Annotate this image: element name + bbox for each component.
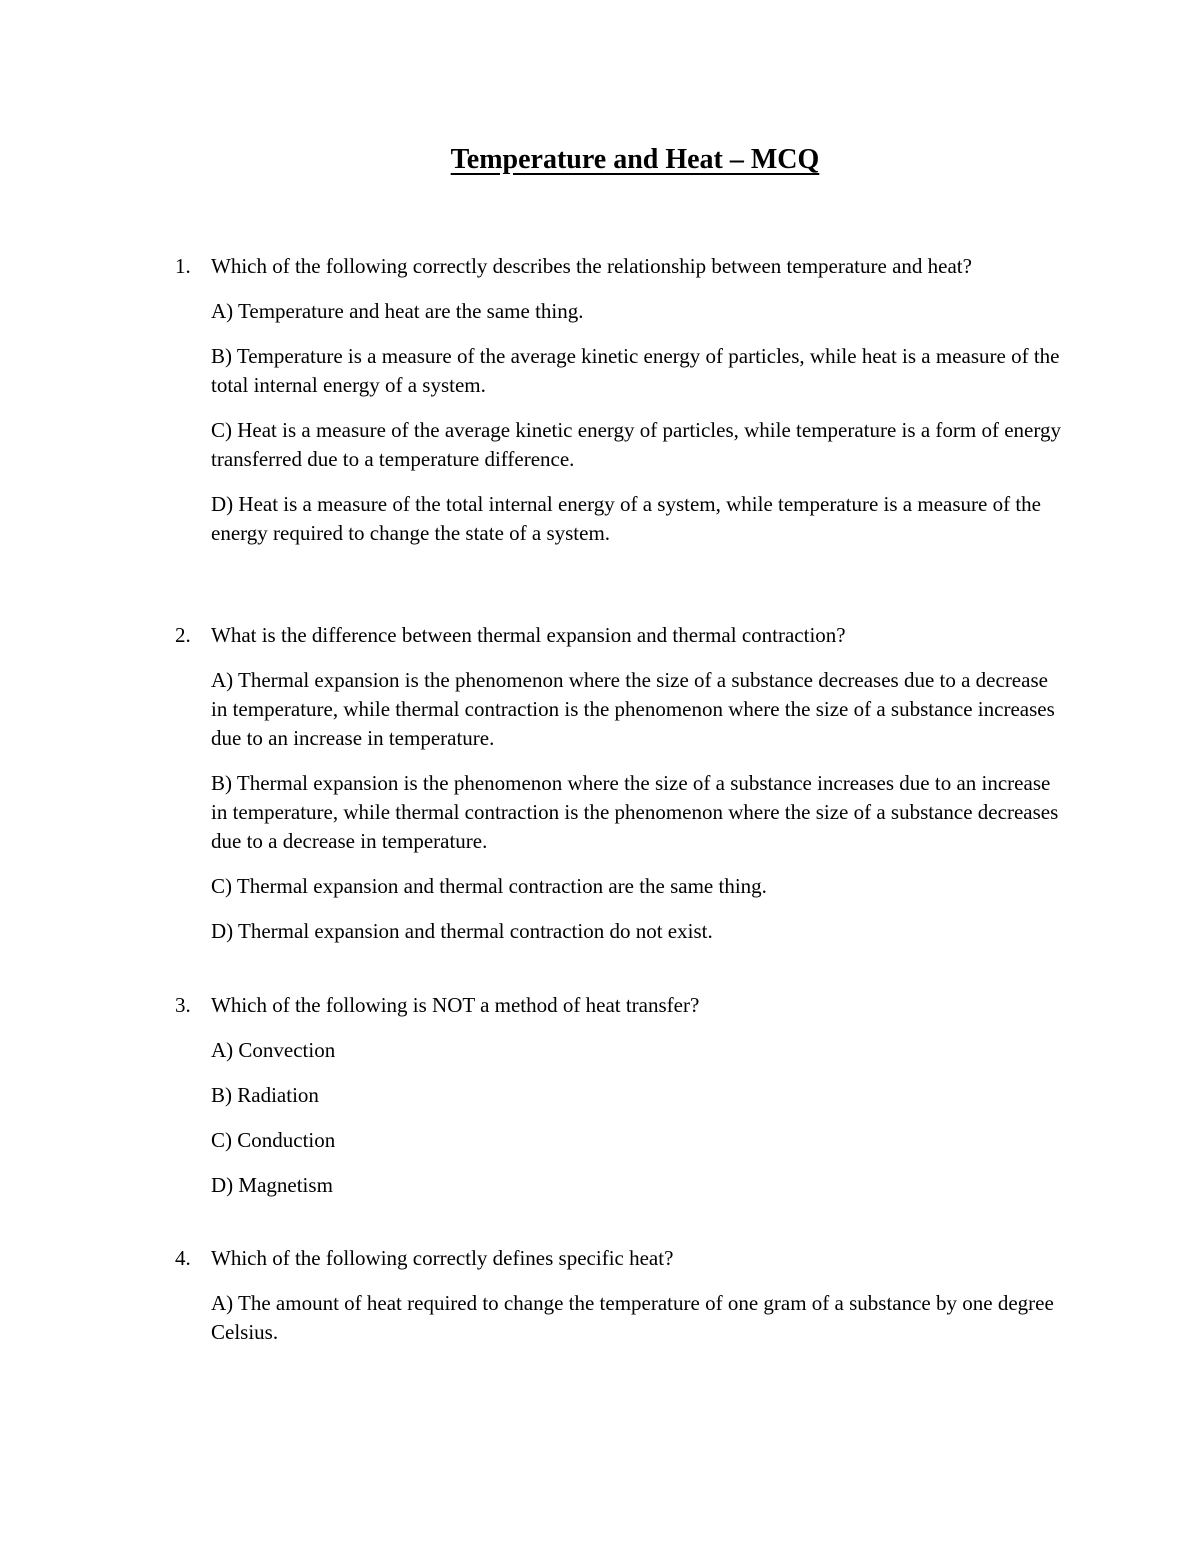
answer-option-a: A) Temperature and heat are the same thing. [211,299,584,323]
answer-option-b: B) Thermal expansion is the phenomenon where the size of a substance increases due to an increase in temperature, while thermal contraction is the phenomenon where the size of a substance decreases due to a decrease in temperature. [211,771,1059,853]
answer-option-d: D) Heat is a measure of the total internal energy of a system, while temperature is a measure of the energy required to change the state of a system. [211,492,1041,545]
answer-option-d: D) Thermal expansion and thermal contraction do not exist. [211,919,713,943]
question-stem: Which of the following correctly defines specific heat? [211,1246,674,1270]
question-number: 2. [175,623,191,647]
question-1 [175,252,1075,548]
answer-option-c: C) Thermal expansion and thermal contraction are the same thing. [211,874,767,898]
question-number: 1. [175,254,191,278]
question-number: 4. [175,1246,191,1270]
answer-option-a: A) Thermal expansion is the phenomenon where the size of a substance decreases due to a decrease in temperature, while thermal contraction is the phenomenon where the size of a substance increases due to an increase in temperature. [211,668,1055,750]
question-2 [175,621,1075,946]
page-title: Temperature and Heat – MCQ [450,144,820,175]
answer-option-c: C) Heat is a measure of the average kinetic energy of particles, while temperature is a form of energy transferred due to a temperature difference. [211,418,1061,471]
answer-option-d: D) Magnetism [211,1173,333,1197]
question-stem: Which of the following correctly describes the relationship between temperature and heat? [211,254,972,278]
answer-option-b: B) Temperature is a measure of the average kinetic energy of particles, while heat is a measure of the total internal energy of a system. [211,344,1060,397]
answer-option-b: B) Radiation [211,1083,319,1107]
question-3 [175,991,1075,1200]
question-4 [175,1244,1075,1347]
question-stem: What is the difference between thermal expansion and thermal contraction? [211,623,846,647]
question-stem: Which of the following is NOT a method of heat transfer? [211,993,700,1017]
answer-option-a: A) The amount of heat required to change the temperature of one gram of a substance by one degree Celsius. [211,1291,1054,1344]
question-number: 3. [175,993,191,1017]
answer-option-c: C) Conduction [211,1128,336,1152]
answer-option-a: A) Convection [211,1038,336,1062]
